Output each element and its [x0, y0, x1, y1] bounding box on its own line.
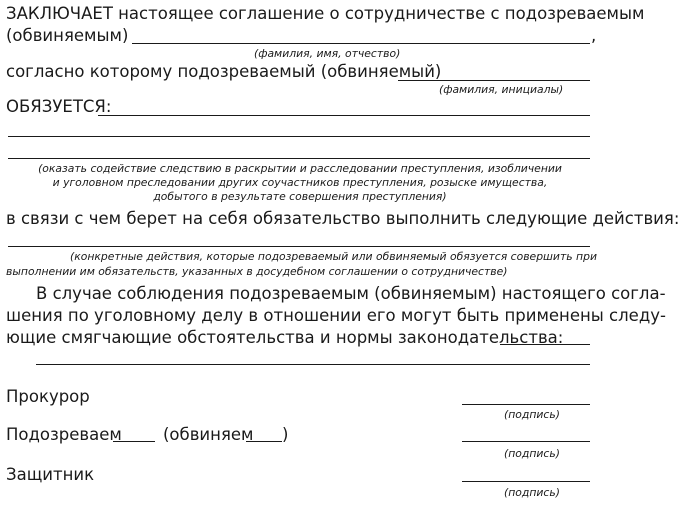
suspect-label: Подозреваем — [6, 425, 122, 444]
actions-hint-1: (конкретные действия, которые подозреваемый или обвиняемый обязуется совершить при — [70, 250, 597, 263]
prosecutor-label: Прокурор — [6, 387, 90, 406]
according-label: согласно которому подозреваемый (обвиняемый) — [6, 62, 442, 81]
defender-signature-field[interactable] — [462, 481, 590, 482]
full-name-field[interactable] — [132, 43, 590, 44]
intro-line: ЗАКЛЮЧАЕТ настоящее соглашение о сотрудничестве с подозреваемым — [6, 4, 645, 23]
comma: , — [591, 26, 597, 45]
obligates-hint-1: (оказать содействие следствию в раскрытии и расследовании преступления, изобличении — [38, 162, 562, 175]
mitigating-line-1: В случае соблюдения подозреваемым (обвиняемым) настоящего согла- — [36, 284, 666, 303]
defender-label: Защитник — [6, 465, 95, 484]
actions-field[interactable] — [8, 246, 590, 247]
suspect-ending-field[interactable] — [113, 441, 155, 442]
accused-label: (обвиняемым) — [6, 26, 129, 45]
accused-sign-label: (обвиняем — [163, 425, 254, 444]
hint-initials: (фамилия, инициалы) — [439, 83, 564, 96]
obligates-field-2[interactable] — [8, 136, 590, 137]
mitigating-line-2: шения по уголовному делу в отношении его могут быть применены следу- — [6, 306, 666, 325]
obligates-field-1[interactable] — [98, 115, 590, 116]
obligates-hint-2: и уголовном преследовании других соучастников преступления, розыске имущества, — [52, 176, 548, 189]
defender-signature-hint: (подпись) — [504, 486, 560, 499]
close-paren: ) — [282, 425, 289, 444]
hint-full-name: (фамилия, имя, отчество) — [254, 47, 401, 60]
prosecutor-signature-hint: (подпись) — [504, 408, 560, 421]
mitigating-field-1[interactable] — [500, 344, 590, 345]
mitigating-line-3: ющие смягчающие обстоятельства и нормы законодательства: — [6, 328, 564, 347]
accused-ending-field[interactable] — [246, 441, 282, 442]
suspect-signature-hint: (подпись) — [504, 447, 560, 460]
obligates-hint-3: добытого в результате совершения преступления) — [153, 190, 447, 203]
suspect-signature-field[interactable] — [462, 441, 590, 442]
mitigating-field-2[interactable] — [36, 364, 590, 365]
actions-label: в связи с чем берет на себя обязательство выполнить следующие действия: — [6, 209, 679, 228]
surname-initials-field[interactable] — [398, 80, 590, 81]
prosecutor-signature-field[interactable] — [462, 404, 590, 405]
obligates-label: ОБЯЗУЕТСЯ: — [6, 97, 112, 116]
actions-hint-2: выполнении им обязательств, указанных в досудебном соглашении о сотрудничестве) — [6, 265, 508, 278]
obligates-field-3[interactable] — [8, 158, 590, 159]
